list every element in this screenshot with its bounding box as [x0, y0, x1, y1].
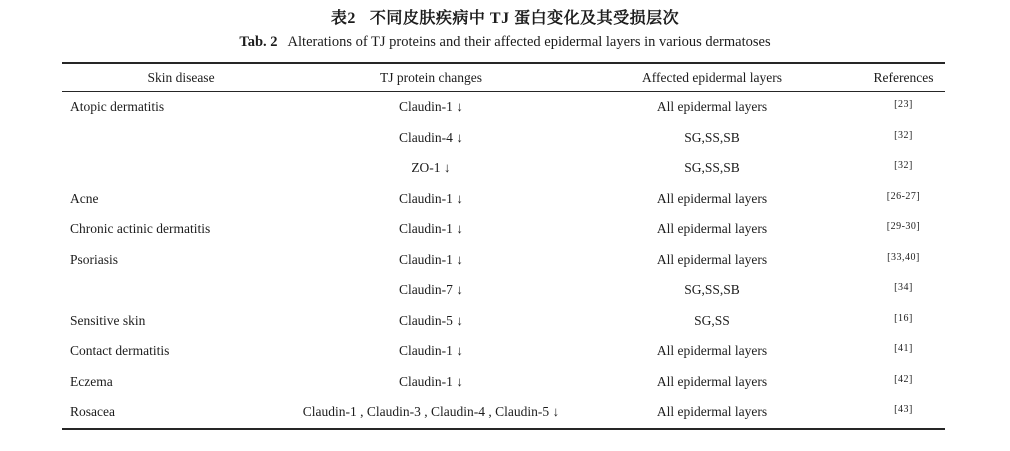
cell-affected-layers: All epidermal layers: [656, 404, 768, 420]
cell-skin-disease: Contact dermatitis: [70, 343, 170, 359]
reference-superscript: [23]: [894, 99, 913, 111]
cell-affected-layers: SG,SS,SB: [684, 129, 740, 145]
table-number-en: Tab. 2: [239, 34, 278, 50]
reference-superscript: [16]: [894, 312, 913, 324]
header-affected-layers: Affected epidermal layers: [562, 63, 862, 92]
cell-protein-change: ZO-1 ↓: [411, 160, 451, 176]
cell-reference: [862, 367, 945, 398]
header-protein-changes: TJ protein changes: [300, 63, 562, 92]
cell-reference: [862, 214, 945, 245]
reference-superscript: [34]: [894, 282, 913, 294]
header-row: [62, 63, 945, 92]
cell-affected-layers: SG,SS: [694, 312, 730, 328]
table-row: [62, 92, 945, 123]
cell-protein-change: Claudin-1 ↓: [398, 221, 464, 237]
cell-protein-change: Claudin-1 ↓: [398, 251, 464, 267]
table-row: [62, 336, 945, 367]
cell-protein-change: Claudin-5 ↓: [398, 312, 464, 328]
cell-skin-disease: [62, 123, 300, 154]
reference-superscript: [43]: [894, 404, 913, 416]
cell-skin-disease: [62, 153, 300, 184]
cell-reference: [862, 275, 945, 306]
cell-reference: [862, 123, 945, 154]
table-row: [62, 275, 945, 306]
reference-superscript: [29-30]: [886, 221, 921, 233]
cell-protein-change: Claudin-1 , Claudin-3 , Claudin-4 , Claudin-5 ↓: [302, 404, 560, 420]
header-skin-disease: Skin disease: [62, 63, 300, 92]
table-title-zh: [0, 0, 1010, 29]
cell-skin-disease: Psoriasis: [70, 251, 119, 267]
cell-protein-change: Claudin-1 ↓: [398, 373, 464, 389]
cell-affected-layers: All epidermal layers: [656, 190, 768, 206]
cell-skin-disease: Acne: [70, 190, 99, 206]
table-row: [62, 123, 945, 154]
table-row: [62, 367, 945, 398]
cell-reference: [862, 306, 945, 337]
table-container: [62, 62, 945, 430]
cell-skin-disease: Atopic dermatitis: [70, 99, 165, 115]
table-row: [62, 184, 945, 215]
cell-affected-layers: All epidermal layers: [656, 373, 768, 389]
header-references: References: [862, 63, 945, 92]
cell-affected-layers: SG,SS,SB: [684, 282, 740, 298]
cell-reference: [862, 92, 945, 123]
table-title-en-text: Alterations of TJ proteins and their affected epidermal layers in various dermatoses: [287, 34, 771, 50]
cell-affected-layers: All epidermal layers: [656, 251, 768, 267]
table-row: [62, 214, 945, 245]
cell-skin-disease: Eczema: [70, 373, 113, 389]
table-header: [62, 63, 945, 92]
table-row: [62, 245, 945, 276]
reference-superscript: [33,40]: [887, 251, 920, 263]
dermatoses-tj-table: [62, 62, 945, 430]
cell-skin-disease: Sensitive skin: [70, 312, 146, 328]
table-row: [62, 153, 945, 184]
table-title-zh-text: 不同皮肤疾病中 TJ 蛋白变化及其受损层次: [369, 10, 680, 27]
table-row: [62, 306, 945, 337]
table-row: [62, 397, 945, 429]
cell-reference: [862, 184, 945, 215]
cell-reference: [862, 336, 945, 367]
reference-superscript: [42]: [894, 373, 913, 385]
cell-protein-change: Claudin-1 ↓: [398, 343, 464, 359]
cell-affected-layers: All epidermal layers: [656, 343, 768, 359]
cell-skin-disease: [62, 275, 300, 306]
cell-affected-layers: SG,SS,SB: [684, 160, 740, 176]
cell-protein-change: Claudin-4 ↓: [398, 129, 464, 145]
cell-skin-disease: Rosacea: [70, 404, 115, 420]
table-body: [62, 92, 945, 429]
cell-protein-change: Claudin-1 ↓: [398, 99, 464, 115]
cell-reference: [862, 245, 945, 276]
cell-affected-layers: All epidermal layers: [656, 221, 768, 237]
cell-protein-change: Claudin-7 ↓: [398, 282, 464, 298]
reference-superscript: [41]: [894, 343, 913, 355]
cell-skin-disease: Chronic actinic dermatitis: [70, 221, 211, 237]
reference-superscript: [32]: [894, 129, 913, 141]
reference-superscript: [32]: [894, 160, 913, 172]
cell-protein-change: Claudin-1 ↓: [398, 190, 464, 206]
cell-reference: [862, 153, 945, 184]
cell-affected-layers: All epidermal layers: [656, 99, 768, 115]
table-number-zh: 表2: [330, 10, 356, 27]
table-title-en: [0, 32, 1010, 53]
cell-reference: [862, 397, 945, 429]
reference-superscript: [26-27]: [886, 190, 921, 202]
